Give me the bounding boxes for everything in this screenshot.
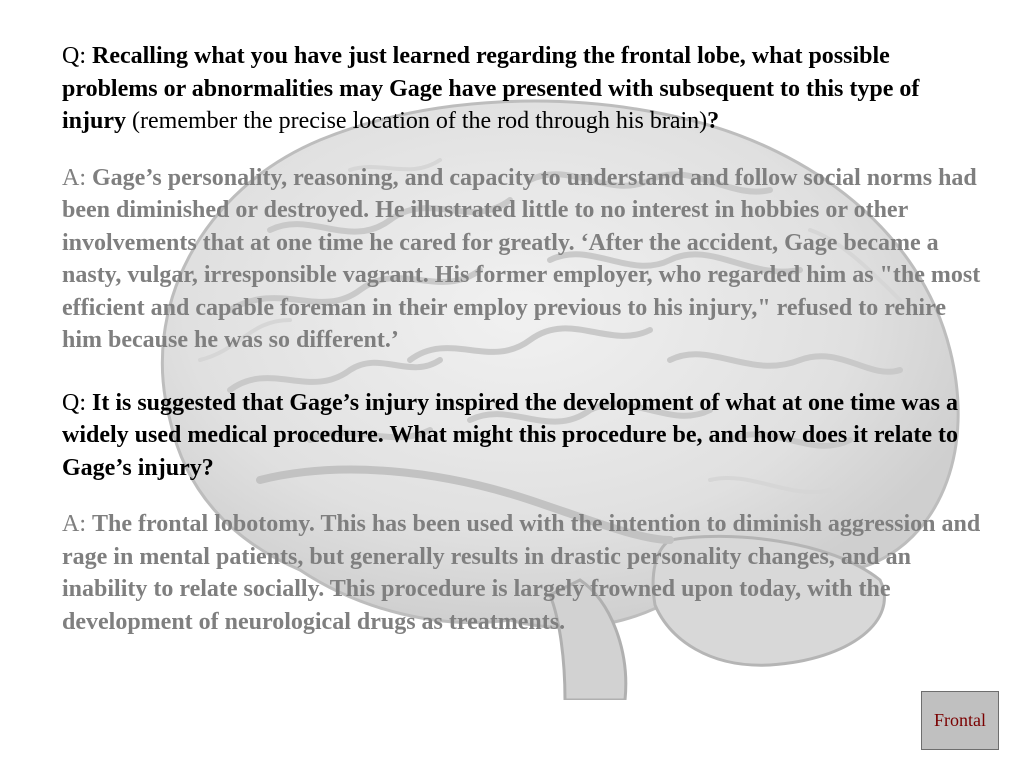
answer-2 — [62, 508, 982, 638]
question-prefix: Q: — [62, 389, 92, 416]
question-end: ? — [707, 108, 720, 134]
question-prefix: Q: — [62, 43, 92, 69]
question-bold-text: It is suggested that Gage’s injury inspired the development of what at one time was a widely used medical procedure. What might this procedure be, and how does it relate to Gage’s injury? — [62, 389, 959, 481]
answer-prefix: A: — [62, 511, 92, 537]
slide-content — [62, 40, 982, 662]
answer-text: Gage’s personality, reasoning, and capacity to understand and follow social norms had been diminished or destroyed. He illustrated little to no interest in hobbies or other involvements that at one time he cared for greatly. ‘After the accident, Gage became a nasty, vulgar, irresponsible vagrant. His former employer, who regarded him as "the most efficient and capable foreman in their employ previous to his injury," refused to rehire him because he was so different.’ — [62, 164, 981, 353]
question-normal-text: (remember the precise location of the rod through his brain) — [126, 108, 708, 134]
question-2 — [62, 387, 982, 485]
frontal-nav-button[interactable] — [921, 691, 999, 750]
question-bold-text: Recalling what you have just learned regarding the frontal lobe, what possible problems or abnormalities may Gage have presented with subsequent to this type of injury — [62, 43, 920, 134]
answer-1 — [62, 162, 982, 357]
answer-prefix: A: — [62, 164, 92, 191]
question-1 — [62, 40, 982, 138]
frontal-nav-label: Frontal — [934, 710, 986, 730]
answer-text: The frontal lobotomy. This has been used with the intention to diminish aggression and rage in mental patients, but generally results in drastic personality changes, and an inability to relate socially. This procedure is largely frowned upon today, with the development of neurological drugs as treatments. — [62, 511, 981, 635]
